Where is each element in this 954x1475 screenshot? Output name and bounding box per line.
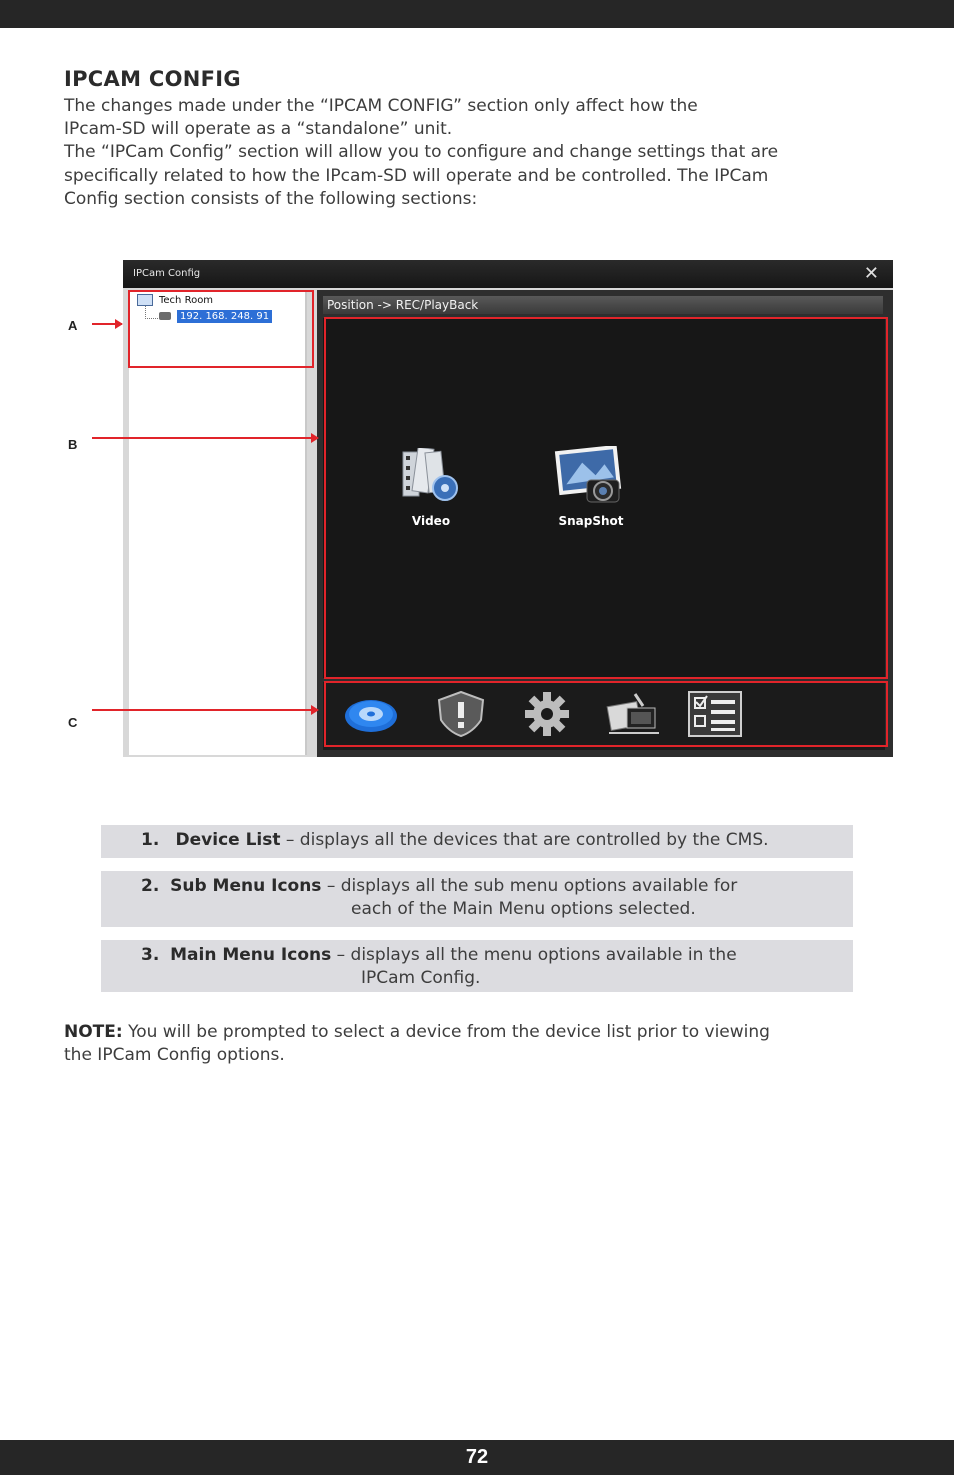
- legend-number: 3.: [141, 945, 160, 965]
- snapshot-label[interactable]: SnapShot: [558, 514, 624, 528]
- legend-desc: – displays all the sub menu options available for: [321, 876, 738, 896]
- video-label[interactable]: Video: [411, 514, 451, 528]
- network-tools-icon[interactable]: [605, 690, 661, 738]
- device-list-panel: [129, 290, 307, 755]
- window-title: IPCam Config: [133, 268, 201, 279]
- intro-line: specifically related to how the IPcam-SD will operate and be controlled. The IPCam: [64, 165, 769, 186]
- checklist-icon[interactable]: [687, 690, 743, 738]
- note-text: [64, 1021, 904, 1067]
- tree-root-label: Tech Room: [159, 295, 214, 306]
- legend-term: Device List: [175, 830, 281, 850]
- tree-device-item[interactable]: [159, 311, 272, 322]
- legend-term: Sub Menu Icons: [170, 876, 322, 896]
- camera-icon: [159, 312, 171, 320]
- arrow-c: [92, 709, 318, 711]
- callout-a: A: [68, 318, 78, 333]
- page-number: 72: [465, 1446, 489, 1468]
- legend-line: [141, 829, 769, 852]
- legend-item-main-menu: [101, 940, 853, 992]
- callout-b: B: [68, 437, 78, 452]
- legend-line: [141, 875, 737, 898]
- legend-item-sub-menu: [101, 871, 853, 927]
- legend-desc-line2: each of the Main Menu options selected.: [351, 899, 696, 919]
- intro-line: The changes made under the “IPCAM CONFIG” section only affect how the: [64, 96, 698, 116]
- callout-c: C: [68, 715, 78, 730]
- tree-root-item[interactable]: [137, 294, 213, 306]
- note-line: [64, 1021, 904, 1044]
- intro-text: [64, 95, 904, 211]
- computer-icon: [137, 294, 153, 306]
- ipcam-config-screenshot: [123, 260, 893, 757]
- camera-photo-icon[interactable]: [553, 446, 629, 506]
- intro-line: Config section consists of the following sections:: [64, 188, 478, 209]
- legend-desc-line2: IPCam Config.: [361, 968, 481, 988]
- page-title: IPCAM CONFIG: [64, 67, 241, 91]
- legend-item-device-list: [101, 825, 853, 858]
- shield-alert-icon[interactable]: [433, 690, 489, 738]
- close-icon[interactable]: ✕: [863, 263, 879, 284]
- gear-icon[interactable]: [519, 690, 575, 738]
- arrow-b: [92, 437, 318, 439]
- content-pane: [317, 290, 893, 757]
- note-body: You will be prompted to select a device from the device list prior to viewing: [122, 1022, 770, 1042]
- legend-desc: – displays all the devices that are controlled by the CMS.: [280, 830, 769, 850]
- device-ip-label: 192. 168. 248. 91: [177, 310, 272, 323]
- legend-line: [141, 944, 737, 967]
- note-line: the IPCam Config options.: [64, 1045, 285, 1066]
- intro-line: The “IPCam Config” section will allow you to configure and change settings that are: [64, 142, 779, 163]
- tree-connector: [145, 306, 158, 319]
- intro-line: IPcam-SD will operate as a “standalone” unit.: [64, 119, 453, 140]
- sub-menu-area: [323, 318, 885, 678]
- film-reel-icon[interactable]: [401, 448, 461, 504]
- window-titlebar: [123, 260, 893, 288]
- legend-term: Main Menu Icons: [170, 945, 332, 965]
- legend-number: 2.: [141, 876, 160, 896]
- legend-number: 1.: [141, 830, 160, 850]
- legend-desc: – displays all the menu options available in the: [331, 945, 737, 965]
- arrow-a: [92, 323, 122, 325]
- disc-record-icon[interactable]: [343, 690, 399, 738]
- main-menu-bar: [323, 682, 885, 750]
- top-bar: [0, 0, 954, 28]
- note-label: NOTE:: [64, 1022, 123, 1042]
- breadcrumb: Position -> REC/PlayBack: [323, 296, 883, 314]
